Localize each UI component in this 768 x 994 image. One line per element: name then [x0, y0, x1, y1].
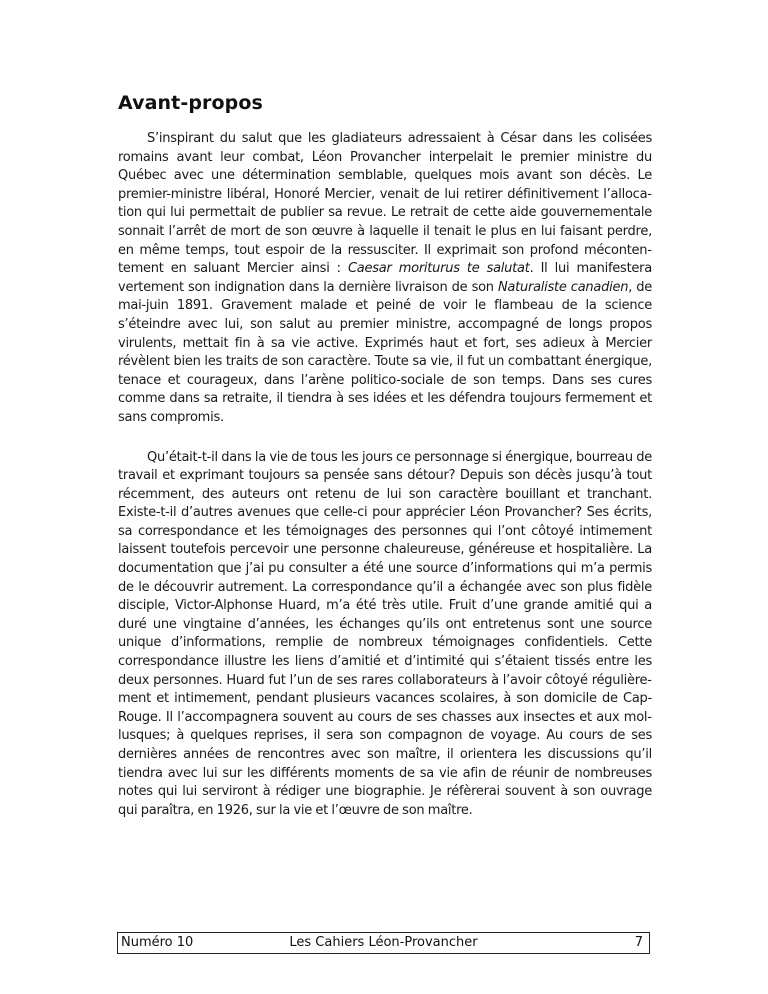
text-segment: S’inspirant du salut que les gladiateurs adressaient à César dans les colisées romains avant leur combat, Léon Provancher interpelait le premier ministre du Québec avec une détermination semblable, quelques mois avant son décès. Le premier-ministre libéral, Honoré Mercier, venait de lui retirer définitivement l’allocation qui lui permettait de publier sa revue. Le retrait de cette aide gouvernementale sonnait l’arrêt de mort de son œuvre à laquelle il tenait le plus en lui faisant perdre, en même temps, tout espoir de la ressusciter. Il exprimait son profond mécontentement en saluant Mercier ainsi : [118, 131, 652, 277]
text-segment: . Il lui manifestera vertement son indignation dans la dernière livraison de son [118, 261, 652, 295]
main-content [118, 92, 652, 841]
footer-journal-title: Les Cahiers Léon-Provancher [289, 935, 478, 950]
italic-journal-title: Naturaliste canadien [497, 279, 629, 295]
paragraph-1 [118, 130, 652, 428]
text-segment: Qu’était-t-il dans la vie de tous les jours ce personnage si énergique, bourreau de travail et exprimant toujours sa pensée sans détour? Depuis son décès jusqu’à tout récemment, des auteurs ont retenu de lui son caractère bouillant et tranchant. Existe-t-il d’autres avenues que celle-ci pour apprécier Léon Provancher? Ses écrits, sa correspondance et les témoignages des personnes qui l’ont côtoyé intimement laissent toutefois percevoir une personne chaleureuse, généreuse et hospitalière. La documentation que j’ai pu consulter a été une source d’informations qui m’a permis de le découvrir autrement. La correspondance qu’il a échangée avec son plus fidèle disciple, Victor-Alphonse Huard, m’a été très utile. Fruit d’une grande amitié qui a duré une vingtaine d’années, les échanges qu’ils ont entretenus sont une source unique d’informations, remplie de nombreux témoignages confidentiels. Cette correspondance illustre les liens d’amitié et d’intimité qui s’étaient tissés entre les deux personnes. Huard fut l’un de ses rares collaborateurs à l’avoir côtoyé régulièrement et intimement, pendant plusieurs vacances scolaires, à son domicile de Cap-Rouge. Il l’accompagnera souvent au cours de ses chasses aux insectes et aux mollusques; à quelques reprises, il sera son compagnon de voyage. Au cours de ses dernières années de rencontres avec son maître, il orientera les discussions qu’il tiendra avec lui sur les différents moments de sa vie afin de réunir de nombreuses notes qui lui serviront à rédiger une biographie. Je réfèrerai souvent à son ouvrage qui paraîtra, en 1926, sur la vie et l’œuvre de son maître. [118, 449, 652, 818]
footer-page-number: 7 [634, 935, 643, 950]
footer-issue: Numéro 10 [121, 935, 194, 950]
text-segment: , de mai-juin 1891. Gravement malade et peiné de voir le flambeau de la science s’éteindre avec lui, son salut au premier ministre, accompagné de longs propos virulents, mettait fin à sa vie active. Exprimés haut et fort, ses adieux à Mercier révèlent bien les traits de son caractère. Toute sa vie, il fut un combattant énergique, tenace et courageux, dans l’arène politico-sociale de son temps. Dans ses cures comme dans sa retraite, il tiendra à ses idées et les défendra toujours fermement et sans compromis. [118, 279, 653, 425]
italic-latin-quote: Caesar moriturus te salutat [347, 261, 530, 277]
page-title: Avant-propos [118, 92, 263, 114]
paragraph-2 [118, 449, 652, 821]
page-footer [117, 932, 650, 954]
